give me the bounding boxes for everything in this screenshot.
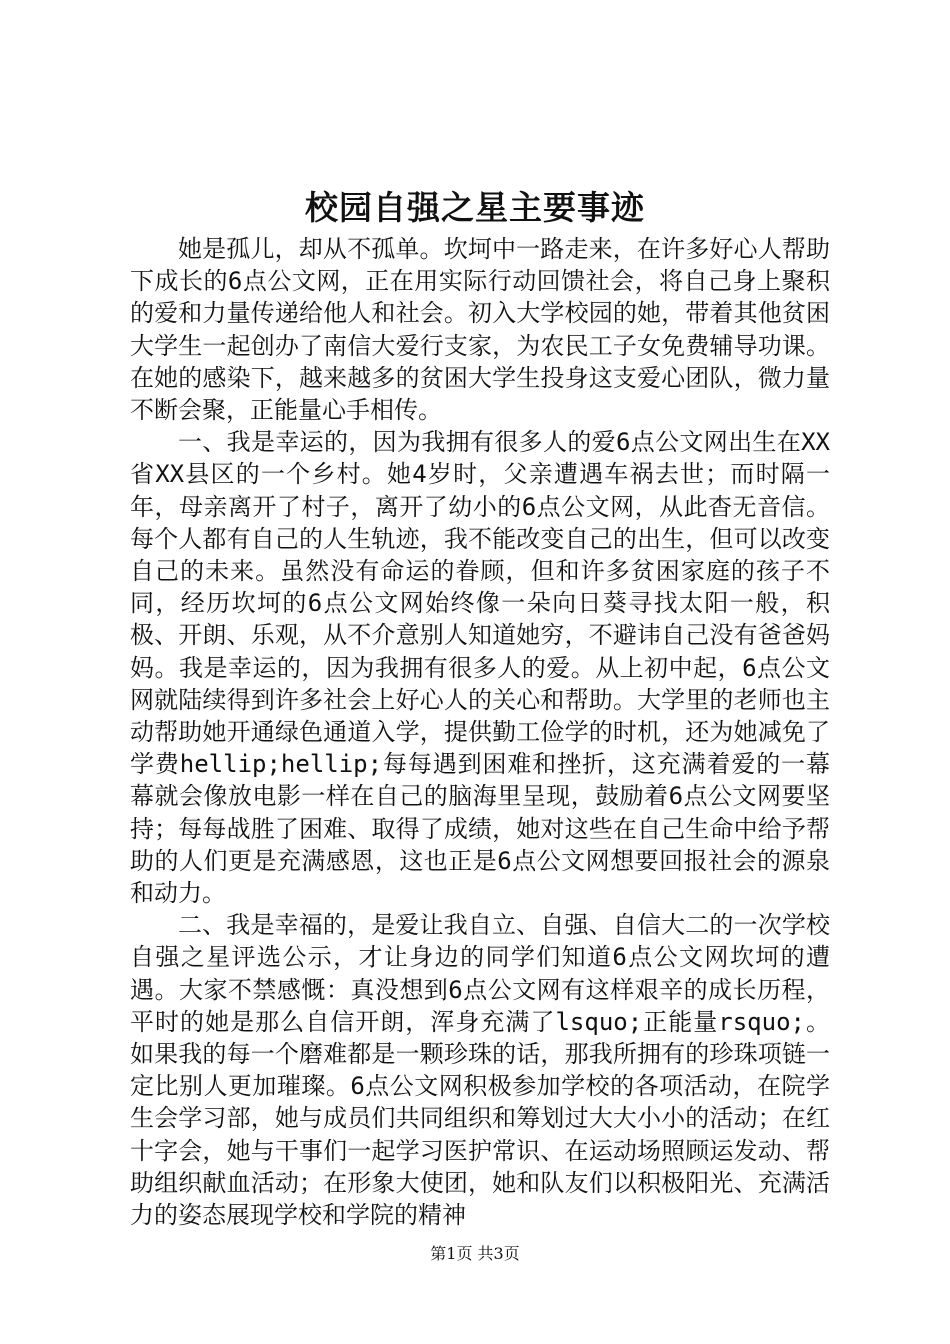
document-title: 校园自强之星主要事迹 [305,188,645,227]
document-body [130,233,830,1231]
page-number-footer: 第1页 共3页 [430,1244,520,1263]
paragraph-section-one: 一、我是幸运的，因为我拥有很多人的爱6点公文网出生在XX省XX县区的一个乡村。她4岁时，父亲遭遇车祸去世；而时隔一年，母亲离开了村子，离开了幼小的6点公文网，从此杳无音信。每个人都有自己的人生轨迹，我不能改变自己的出生，但可以改变自己的未来。虽然没有命运的眷顾，但和许多贫困家庭的孩子不同，经历坎坷的6点公文网始终像一朵向日葵寻找太阳一般，积极、开朗、乐观，从不介意别人知道她穷，不避讳自己没有爸爸妈妈。我是幸运的，因为我拥有很多人的爱。从上初中起，6点公文网就陆续得到许多社会上好心人的关心和帮助。大学里的老师也主动帮助她开通绿色通道入学，提供勤工俭学的时机，还为她减免了学费hellip;hellip;每每遇到困难和挫折，这充满着爱的一幕幕就会像放电影一样在自己的脑海里呈现，鼓励着6点公文网要坚持；每每战胜了困难、取得了成绩，她对这些在自己生命中给予帮助的人们更是充满感恩，这也正是6点公文网想要回报社会的源泉和动力。 [130,428,830,908]
paragraph-intro: 她是孤儿，却从不孤单。坎坷中一路走来，在许多好心人帮助下成长的6点公文网，正在用实际行动回馈社会，将自己身上聚积的爱和力量传递给他人和社会。初入大学校园的她，带着其他贫困大学生一起创办了南信大爱行支家，为农民工子女免费辅导功课。在她的感染下，越来越多的贫困大学生投身这支爱心团队，微力量不断会聚，正能量心手相传。 [130,235,830,425]
paragraph-section-two: 二、我是幸福的，是爱让我自立、自强、自信大二的一次学校自强之星评选公示，才让身边的同学们知道6点公文网坎坷的遭遇。大家不禁感慨：真没想到6点公文网有这样艰辛的成长历程，平时的她是那么自信开朗，浑身充满了lsquo;正能量rsquo;。如果我的每一个磨难都是一颗珍珠的话，那我所拥有的珍珠项链一定比别人更加璀璨。6点公文网积极参加学校的各项活动，在院学生会学习部，她与成员们共同组织和筹划过大大小小的活动；在红十字会，她与干事们一起学习医护常识、在运动场照顾运发动、帮助组织献血活动；在形象大使团，她和队友们以积极阳光、充满活力的姿态展现学校和学院的精神 [130,911,830,1230]
